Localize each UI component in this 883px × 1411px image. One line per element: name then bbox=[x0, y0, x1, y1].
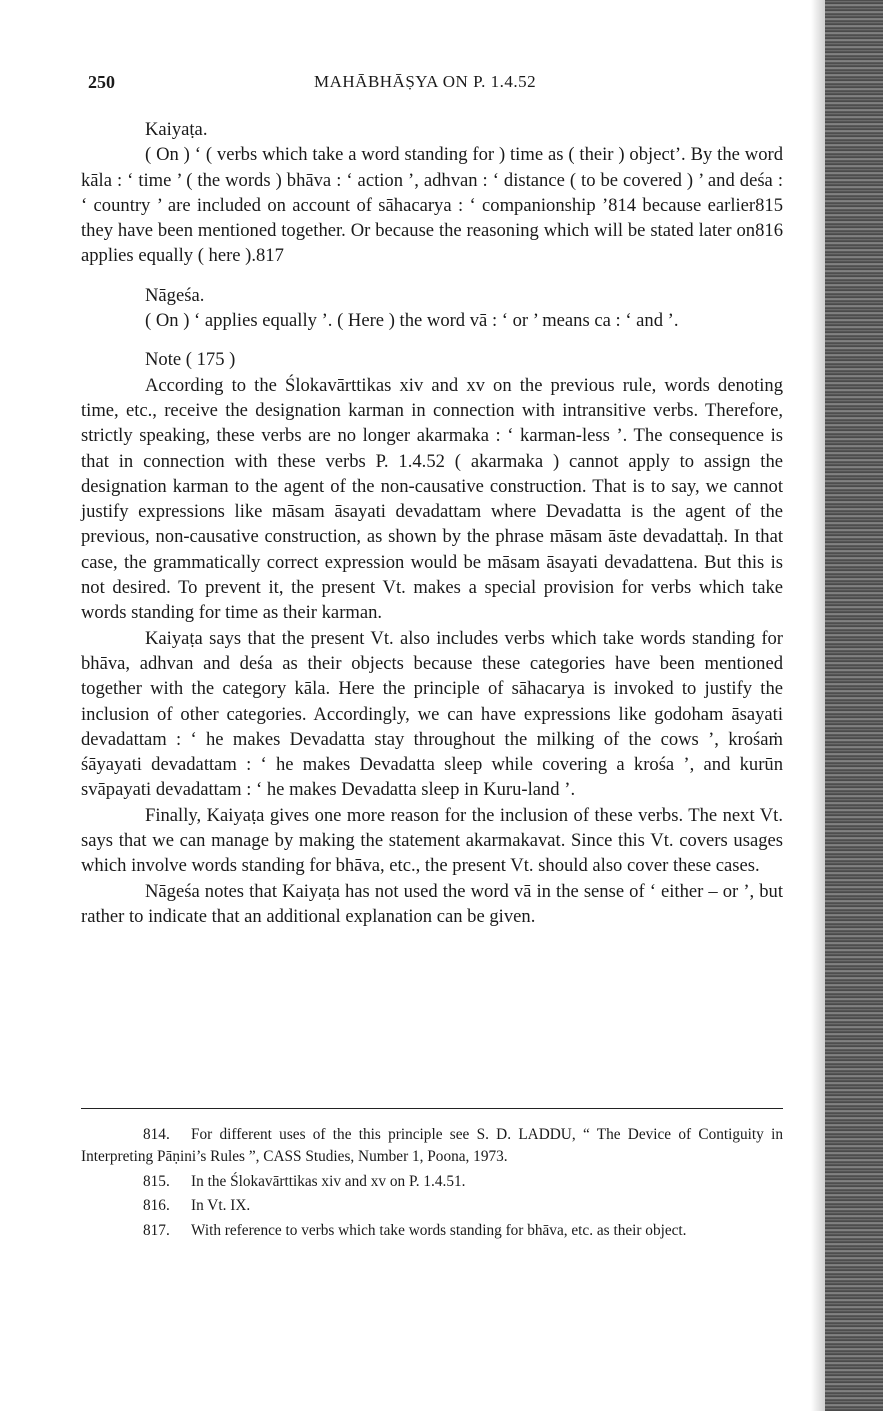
running-title: MAHĀBHĀṢYA ON P. 1.4.52 bbox=[314, 72, 537, 91]
note-paragraph-3: Finally, Kaiyaṭa gives one more reason for the inclusion of these verbs. The next Vt. says that we can manage by making the statement akarmakavat. Since this Vt. covers usages which involve words standing for bhāva, etc., the present Vt. should also cover these cases. bbox=[81, 804, 783, 877]
footnote-815 bbox=[81, 1171, 783, 1193]
footnote-816 bbox=[81, 1195, 783, 1217]
footnote-number: 814. bbox=[143, 1126, 170, 1143]
footnote-814 bbox=[81, 1124, 783, 1169]
spine-gutter-fade bbox=[811, 0, 825, 1411]
note-paragraph-4: Nāgeśa notes that Kaiyaṭa has not used the word vā in the sense of ‘ either – or ’, but rather to indicate that an additional explanation can be given. bbox=[81, 880, 783, 927]
book-spine-shadow bbox=[825, 0, 883, 1411]
main-text bbox=[81, 117, 783, 929]
footnote-817 bbox=[81, 1220, 783, 1242]
footnote-text: In the Ślokavārttikas xiv and xv on P. 1.4.51. bbox=[191, 1172, 466, 1190]
footnotes bbox=[81, 1124, 783, 1244]
footnote-number: 815. bbox=[143, 1172, 170, 1190]
kaiyata-paragraph: ( On ) ‘ ( verbs which take a word standing for ) time as ( their ) object’. By the word kāla : ‘ time ’ ( the words ) bhāva : ‘ action ’, adhvan : ‘ distance ( to be covered ) ’ and deśa : ‘ country ’ are included on account of sāhacarya : ‘ companionship ’814 because earlier815 they have been mentioned together. Or because the reasoning which will be stated later on816 applies equally ( here ).817 bbox=[81, 144, 783, 267]
footnote-number: 816. bbox=[143, 1197, 170, 1215]
footnote-text: For different uses of the this principle see S. D. LADDU, “ The Device of Contiguity in Interpreting Pāṇini’s Rules ”, CASS Studies, Number 1, Poona, 1973. bbox=[81, 1126, 783, 1166]
section-heading-nagesa: Nāgeśa. bbox=[145, 284, 205, 306]
section-heading-kaiyata: Kaiyaṭa. bbox=[145, 119, 208, 140]
nagesa-paragraph: ( On ) ‘ applies equally ’. ( Here ) the word vā : ‘ or ’ means ca : ‘ and ’. bbox=[145, 310, 679, 332]
note-paragraph-2: Kaiyaṭa says that the present Vt. also includes verbs which take words standing for bhāva, adhvan and deśa as their objects because these categories have been mentioned together with the category kāla. Here the principle of sāhacarya is invoked to justify the inclusion of other categories. Accordingly, we can have expressions like godoham āsayati devadattam : ‘ he makes Devadatta stay throughout the milking of the cows ’, krośaṁ śāyayati devadattam : ‘ he makes Devadatta sleep while covering a krośa ’, and kurūn svāpayati devadattam : ‘ he makes Devadatta sleep in Kuru-land ’. bbox=[81, 627, 783, 801]
footnote-text: In Vt. IX. bbox=[191, 1197, 251, 1215]
footnote-divider bbox=[81, 1108, 783, 1109]
note-paragraph-1: According to the Ślokavārttikas xiv and xv on the previous rule, words denoting time, etc., receive the designation karman in connection with intransitive verbs. Therefore, strictly speaking, these verbs are no longer akarmaka : ‘ karman-less ’. The consequence is that in connection with these verbs P. 1.4.52 ( akarmaka ) cannot apply to assign the designation karman to the agent of the non-causative construction. That is to say, we cannot justify expressions like māsam āsayati devadattam where Devadatta is the agent of the previous, non-causative construction, as shown by the phrase māsam āste devadattaḥ. In that case, the grammatically correct expression would be māsam āsayati devadattena. But this is not desired. To prevent it, the present Vt. makes a special provision for verbs which take words standing for time as their karman. bbox=[81, 374, 783, 624]
running-header bbox=[88, 72, 788, 96]
footnote-text: With reference to verbs which take words standing for bhāva, etc. as their object. bbox=[191, 1221, 687, 1239]
footnote-number: 817. bbox=[143, 1221, 170, 1239]
section-heading-note: Note ( 175 ) bbox=[145, 349, 236, 371]
page-number: 250 bbox=[88, 72, 115, 92]
